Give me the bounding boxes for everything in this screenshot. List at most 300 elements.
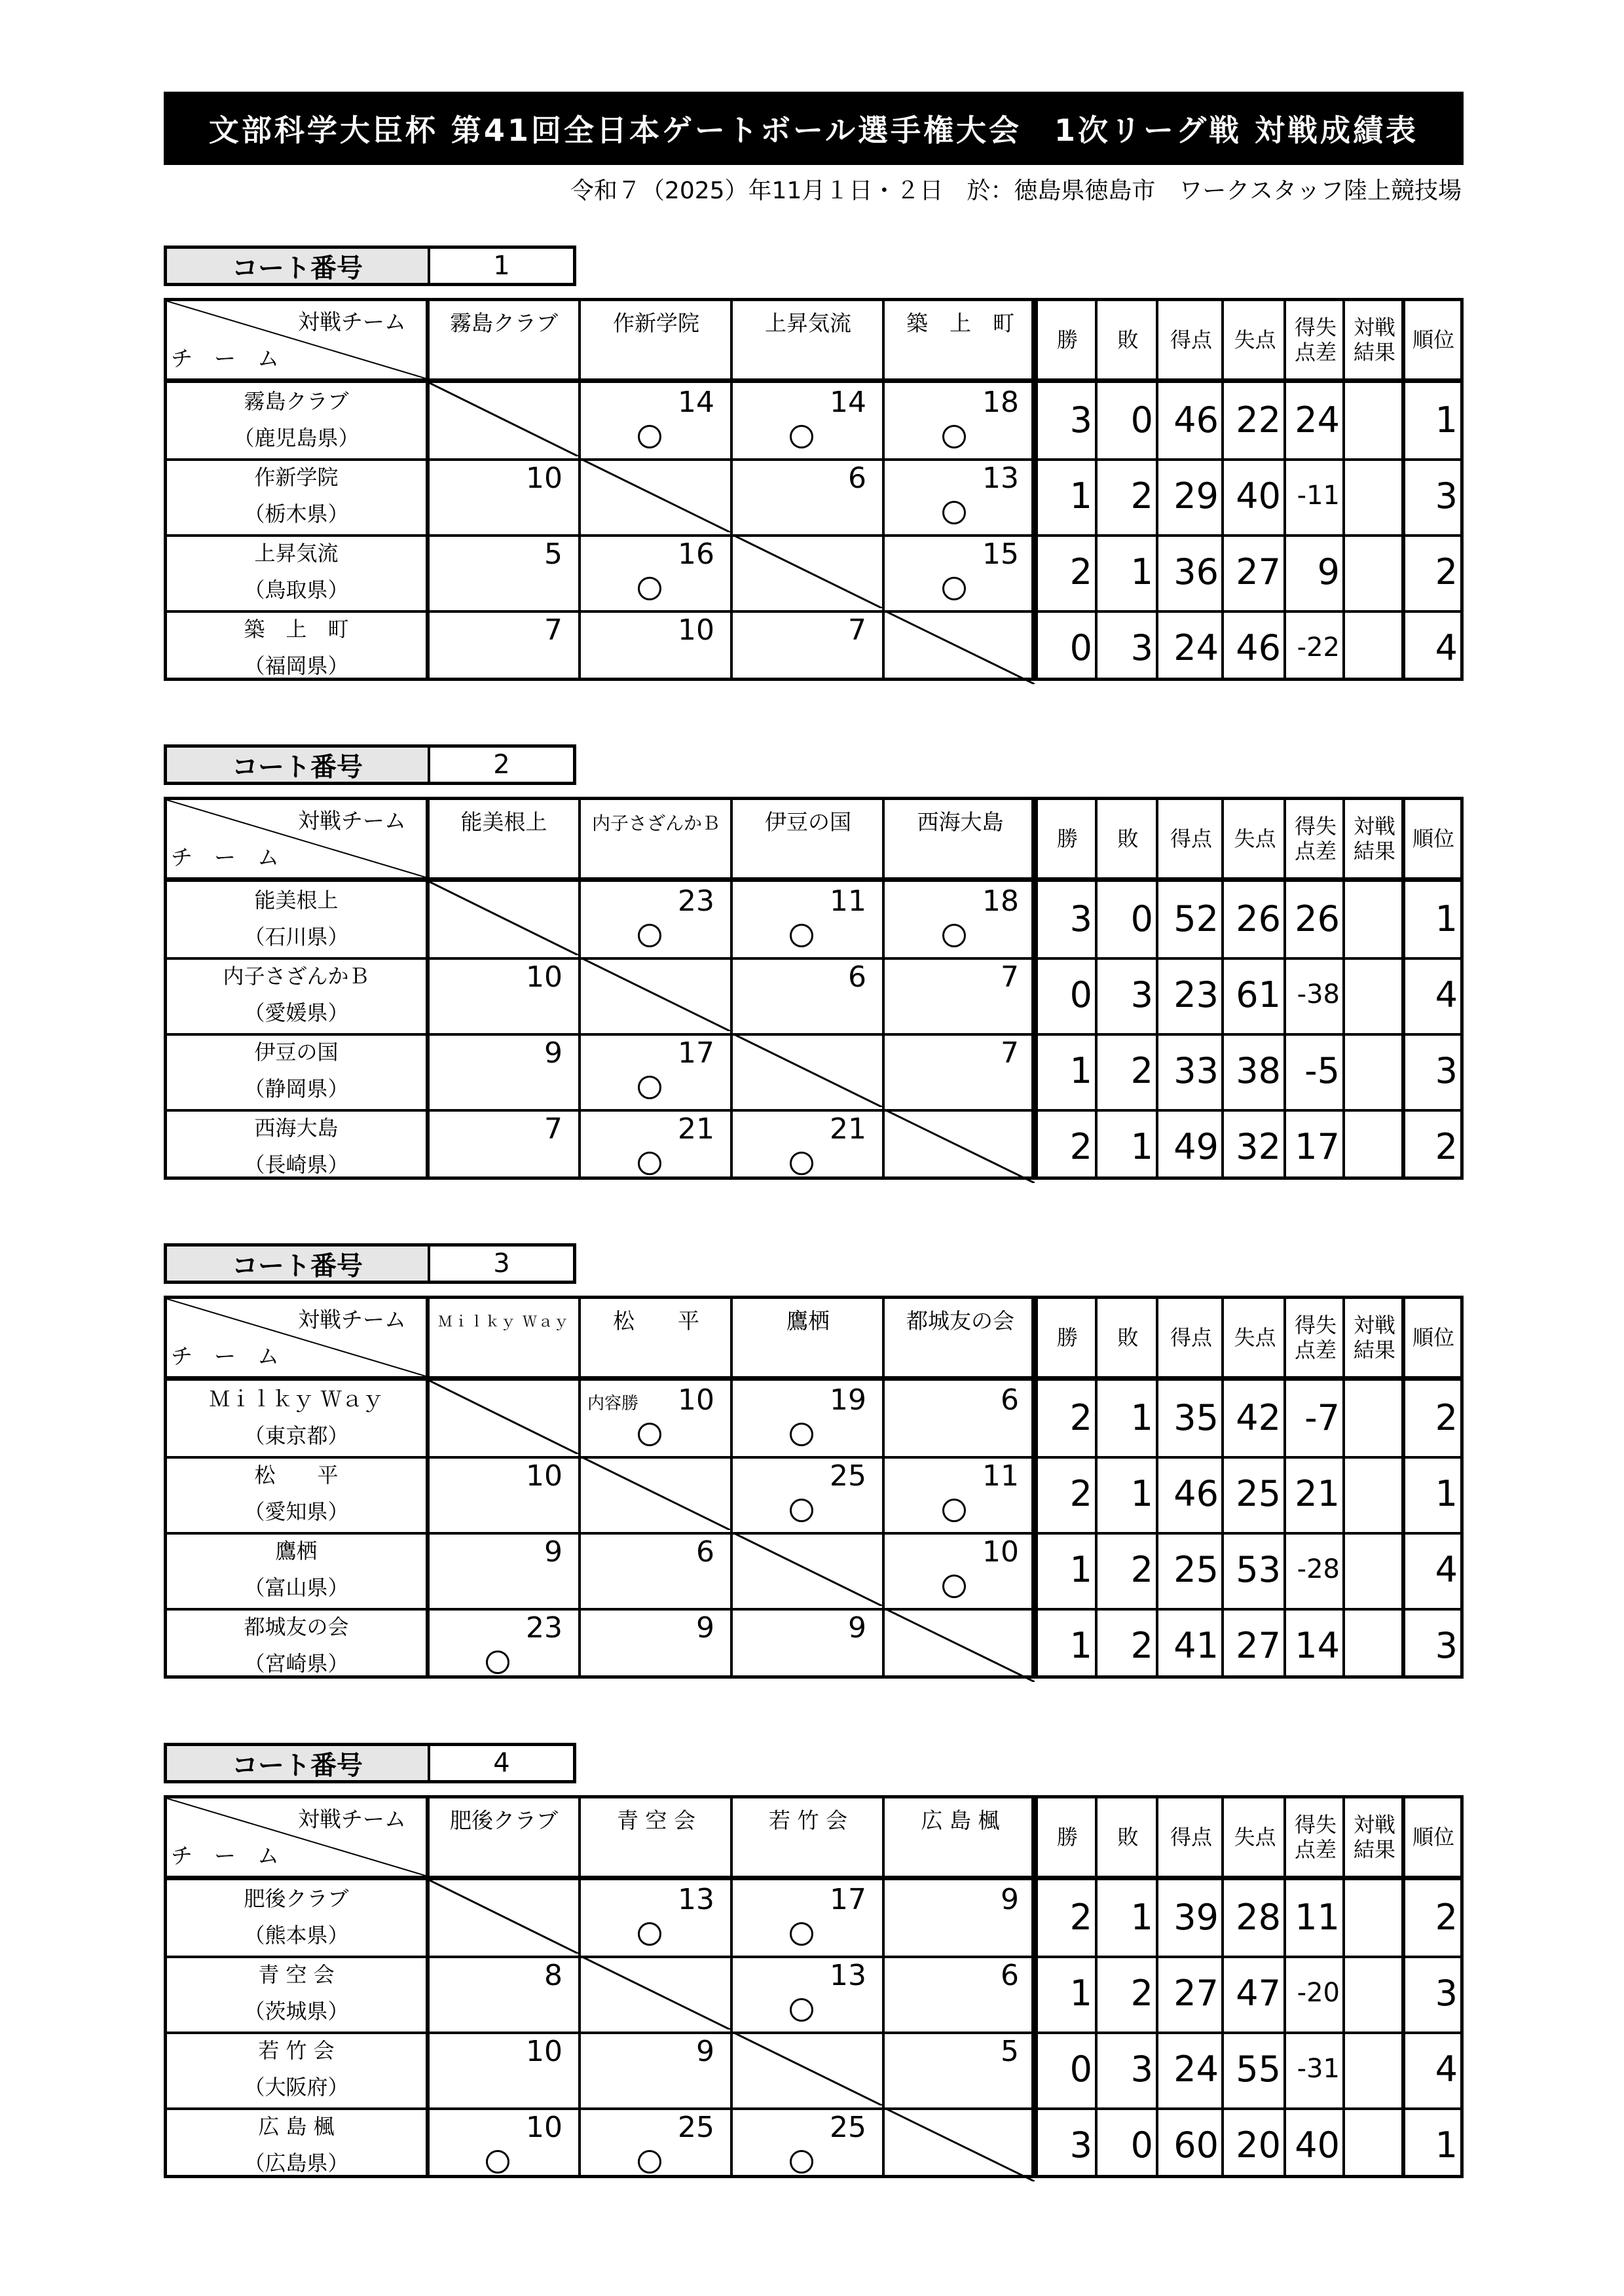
points-against-header-text: 失点 xyxy=(1234,1825,1276,1850)
stat-pa: 22 xyxy=(1236,399,1281,441)
team-prefecture: （愛知県） xyxy=(244,1499,349,1524)
match-result-header-text: 対戦 結果 xyxy=(1353,1313,1395,1362)
stat-rank: 2 xyxy=(1435,1396,1458,1438)
match-score: 14 xyxy=(678,386,714,419)
court-section xyxy=(164,246,1464,684)
stat-rank: 1 xyxy=(1435,399,1458,441)
win-circle-icon xyxy=(638,1076,661,1099)
match-score: 10 xyxy=(526,2035,563,2068)
team-prefecture: （大阪府） xyxy=(244,2075,349,2100)
team-prefecture: （鹿児島県） xyxy=(233,426,360,450)
stat-pa: 28 xyxy=(1236,1896,1281,1938)
team-name: 肥後クラブ xyxy=(244,1886,349,1911)
win-circle-icon xyxy=(638,924,661,947)
match-score: 14 xyxy=(830,386,866,419)
court-number-label: コート番号 xyxy=(167,1247,430,1281)
stat-rank: 3 xyxy=(1435,1972,1458,2014)
opponent-header: 都城友の会 xyxy=(906,1308,1014,1334)
losses-header-text: 敗 xyxy=(1117,1325,1139,1350)
team-name-cell xyxy=(167,1533,426,1606)
event-info: 令和７（2025）年11月１日・２日 於：徳島県徳島市 ワークスタッフ陸上競技場 xyxy=(570,177,1462,204)
wins-header xyxy=(1039,1798,1096,1876)
match-score xyxy=(430,1381,578,1454)
stat-pf: 35 xyxy=(1173,1396,1219,1438)
match-score: 9 xyxy=(1001,1883,1019,1916)
win-circle-icon xyxy=(638,1423,661,1446)
team-name: 霧島クラブ xyxy=(244,389,349,414)
team-name: 西海大島 xyxy=(254,1116,339,1140)
match-score xyxy=(734,2032,882,2105)
stat-l: 1 xyxy=(1130,1896,1153,1938)
stat-pa: 55 xyxy=(1236,2048,1281,2090)
stat-pf: 52 xyxy=(1173,898,1219,939)
stat-pa: 26 xyxy=(1236,898,1281,939)
match-score: 21 xyxy=(678,1112,714,1146)
court-number-box xyxy=(164,744,576,785)
win-circle-icon xyxy=(790,1152,813,1175)
win-circle-icon xyxy=(638,425,661,448)
stat-result xyxy=(1346,459,1403,532)
point-diff-header-text: 得失 点差 xyxy=(1294,814,1337,864)
stat-result xyxy=(1346,882,1403,955)
stat-l: 1 xyxy=(1130,1125,1153,1167)
grid-line xyxy=(730,1299,733,1675)
team-name-cell xyxy=(167,1110,426,1183)
stat-diff: 26 xyxy=(1295,898,1340,939)
match-score: 16 xyxy=(678,538,714,571)
stat-result xyxy=(1346,383,1403,456)
stat-diff: 21 xyxy=(1295,1472,1340,1514)
win-circle-icon xyxy=(486,2150,509,2174)
match-score xyxy=(886,1110,1035,1183)
stat-diff: 17 xyxy=(1295,1125,1340,1167)
stat-w: 3 xyxy=(1069,2124,1092,2166)
opponent-header: 内子さざんかＢ xyxy=(591,812,720,834)
team-name: 伊豆の国 xyxy=(254,1040,339,1065)
match-score xyxy=(734,535,882,608)
stat-pa: 46 xyxy=(1236,627,1281,668)
match-score: 10 xyxy=(678,1383,714,1417)
court-number-value: 1 xyxy=(493,251,510,281)
stat-rank: 4 xyxy=(1435,627,1458,668)
rank-header xyxy=(1405,301,1462,378)
rank-header-text: 順位 xyxy=(1412,826,1454,851)
stat-result xyxy=(1346,535,1403,608)
points-for-header xyxy=(1160,800,1223,877)
losses-header-text: 敗 xyxy=(1117,826,1139,851)
points-for-header-text: 得点 xyxy=(1170,1825,1212,1850)
match-score xyxy=(430,1880,578,1954)
losses-header xyxy=(1099,1798,1157,1876)
stat-pa: 61 xyxy=(1236,974,1281,1015)
team-name-cell xyxy=(167,459,426,532)
stat-result xyxy=(1346,1381,1403,1454)
stat-l: 3 xyxy=(1130,2048,1153,2090)
stat-l: 1 xyxy=(1130,551,1153,592)
stat-diff: -38 xyxy=(1297,979,1340,1010)
match-score: 13 xyxy=(830,1959,866,1992)
match-score: 10 xyxy=(678,613,714,647)
opponent-header: Ｍｉｌｋｙ Ｗａｙ xyxy=(438,1314,570,1330)
match-score: 7 xyxy=(848,613,866,647)
results-table xyxy=(164,1296,1464,1679)
stat-pa: 20 xyxy=(1236,2124,1281,2166)
grid-line xyxy=(730,1798,733,2175)
opponent-header: 霧島クラブ xyxy=(450,310,558,336)
stat-l: 3 xyxy=(1130,974,1153,1015)
point-diff-header xyxy=(1287,800,1344,877)
stat-diff: 9 xyxy=(1317,551,1340,592)
match-score: 8 xyxy=(544,1959,563,1992)
team-name: 築 上 町 xyxy=(244,617,349,642)
team-name-cell xyxy=(167,1956,426,2030)
match-score xyxy=(886,2108,1035,2181)
match-score: 9 xyxy=(696,2035,714,2068)
point-diff-header-text: 得失 点差 xyxy=(1294,1812,1337,1862)
stat-w: 0 xyxy=(1069,974,1092,1015)
match-result-header-text: 対戦 結果 xyxy=(1353,814,1395,864)
team-name-cell xyxy=(167,1457,426,1530)
match-score: 5 xyxy=(544,538,563,571)
results-table xyxy=(164,1795,1464,2178)
stat-l: 0 xyxy=(1130,2124,1153,2166)
match-score: 10 xyxy=(526,1459,563,1493)
team-prefecture: （東京都） xyxy=(244,1423,349,1448)
stat-diff: -28 xyxy=(1297,1554,1340,1584)
stat-diff: 24 xyxy=(1295,399,1340,441)
opponent-header: 肥後クラブ xyxy=(450,1808,558,1833)
wins-header-text: 勝 xyxy=(1056,1325,1078,1350)
stat-l: 2 xyxy=(1130,475,1153,517)
document-title: 文部科学大臣杯 第41回全日本ゲートボール選手権大会 1次リーグ戦 対戦成績表 xyxy=(164,92,1464,165)
win-circle-icon xyxy=(638,1152,661,1175)
win-circle-icon xyxy=(790,2150,813,2174)
match-score: 10 xyxy=(982,1535,1019,1569)
stat-pf: 46 xyxy=(1173,1472,1219,1514)
win-circle-icon xyxy=(638,1922,661,1946)
stat-w: 2 xyxy=(1069,1472,1092,1514)
team-prefecture: （鳥取県） xyxy=(244,577,349,602)
match-score: 25 xyxy=(830,1459,866,1493)
opponent-header: 松 平 xyxy=(613,1308,699,1334)
match-result-header xyxy=(1346,301,1403,378)
points-for-header-text: 得点 xyxy=(1170,826,1212,851)
win-circle-icon xyxy=(942,577,966,600)
score-note: 内容勝 xyxy=(587,1394,639,1413)
stat-diff: -5 xyxy=(1304,1049,1340,1091)
header-corner-team-label: チ ー ム xyxy=(171,1343,279,1369)
header-corner-team-label: チ ー ム xyxy=(171,1843,279,1868)
points-against-header xyxy=(1225,800,1285,877)
stat-diff: -22 xyxy=(1297,632,1340,663)
stat-rank: 2 xyxy=(1435,1125,1458,1167)
match-score: 10 xyxy=(526,462,563,495)
team-name-cell xyxy=(167,1381,426,1454)
match-result-header xyxy=(1346,800,1403,877)
match-score: 11 xyxy=(830,884,866,918)
stat-rank: 1 xyxy=(1435,898,1458,939)
match-score: 6 xyxy=(848,960,866,994)
win-circle-icon xyxy=(790,924,813,947)
win-circle-icon xyxy=(790,1423,813,1446)
win-circle-icon xyxy=(790,1922,813,1946)
team-name-cell xyxy=(167,1609,426,1682)
opponent-header: 上昇気流 xyxy=(765,310,851,336)
match-score: 25 xyxy=(830,2111,866,2144)
opponent-header: 若 竹 会 xyxy=(769,1808,847,1833)
stat-l: 1 xyxy=(1130,1472,1153,1514)
court-number-box xyxy=(164,1243,576,1284)
stat-pf: 23 xyxy=(1173,974,1219,1015)
match-score: 9 xyxy=(848,1611,866,1645)
team-name-cell xyxy=(167,383,426,456)
stat-l: 0 xyxy=(1130,399,1153,441)
losses-header xyxy=(1099,1299,1157,1376)
stat-pa: 47 xyxy=(1236,1972,1281,2014)
wins-header xyxy=(1039,800,1096,877)
opponent-header: 鷹栖 xyxy=(786,1308,830,1334)
match-score xyxy=(734,1533,882,1606)
match-score: 7 xyxy=(1001,1036,1019,1070)
stat-pf: 33 xyxy=(1173,1049,1219,1091)
team-name: 若 竹 会 xyxy=(258,2038,335,2063)
grid-line xyxy=(730,301,733,678)
team-prefecture: （富山県） xyxy=(244,1575,349,1600)
stat-pa: 25 xyxy=(1236,1472,1281,1514)
match-score: 5 xyxy=(1001,2035,1019,2068)
team-prefecture: （静岡県） xyxy=(244,1076,349,1101)
team-name: 都城友の会 xyxy=(244,1614,349,1639)
court-number-value: 4 xyxy=(493,1748,510,1778)
stat-pf: 60 xyxy=(1173,2124,1219,2166)
team-prefecture: （宮崎県） xyxy=(244,1651,349,1676)
match-score xyxy=(582,1956,730,2030)
stat-pf: 25 xyxy=(1173,1548,1219,1590)
court-section xyxy=(164,1743,1464,2181)
match-score xyxy=(886,1609,1035,1682)
match-score: 18 xyxy=(982,386,1019,419)
point-diff-header xyxy=(1287,301,1344,378)
stat-w: 1 xyxy=(1069,1624,1092,1666)
stat-rank: 3 xyxy=(1435,475,1458,517)
stat-w: 1 xyxy=(1069,1548,1092,1590)
stat-pf: 29 xyxy=(1173,475,1219,517)
win-circle-icon xyxy=(942,501,966,524)
point-diff-header-text: 得失 点差 xyxy=(1294,315,1337,365)
stat-result xyxy=(1346,611,1403,684)
team-name: 作新学院 xyxy=(254,465,339,490)
stat-pf: 24 xyxy=(1173,2048,1219,2090)
match-score: 19 xyxy=(830,1383,866,1417)
wins-header-text: 勝 xyxy=(1056,327,1078,352)
grid-line xyxy=(167,877,1460,882)
rank-header-text: 順位 xyxy=(1412,1325,1454,1350)
rank-header-text: 順位 xyxy=(1412,327,1454,352)
stat-w: 3 xyxy=(1069,399,1092,441)
court-number-label: コート番号 xyxy=(167,1746,430,1780)
stat-l: 1 xyxy=(1130,1396,1153,1438)
match-score: 23 xyxy=(526,1611,563,1645)
rank-header-text: 順位 xyxy=(1412,1825,1454,1850)
match-score xyxy=(582,459,730,532)
stat-w: 2 xyxy=(1069,1396,1092,1438)
match-score: 6 xyxy=(1001,1383,1019,1417)
court-section xyxy=(164,1243,1464,1682)
stat-pa: 27 xyxy=(1236,1624,1281,1666)
team-name-cell xyxy=(167,958,426,1031)
stat-pf: 41 xyxy=(1173,1624,1219,1666)
stat-rank: 4 xyxy=(1435,1548,1458,1590)
points-against-header xyxy=(1225,1299,1285,1376)
match-result-header xyxy=(1346,1798,1403,1876)
stat-pa: 42 xyxy=(1236,1396,1281,1438)
opponent-header: 能美根上 xyxy=(460,809,547,835)
court-number-label: コート番号 xyxy=(167,249,430,283)
stat-diff: -31 xyxy=(1297,2054,1340,2084)
stat-pa: 27 xyxy=(1236,551,1281,592)
header-corner-opponent-label: 対戦チーム xyxy=(298,309,406,335)
header-corner-team-label: チ ー ム xyxy=(171,346,279,371)
win-circle-icon xyxy=(486,1650,509,1674)
match-score: 7 xyxy=(544,1112,563,1146)
win-circle-icon xyxy=(942,1499,966,1522)
stat-result xyxy=(1346,1609,1403,1682)
losses-header xyxy=(1099,301,1157,378)
points-against-header xyxy=(1225,301,1285,378)
rank-header xyxy=(1405,800,1462,877)
stat-l: 2 xyxy=(1130,1624,1153,1666)
team-name-cell xyxy=(167,535,426,608)
points-for-header xyxy=(1160,1299,1223,1376)
team-name-cell xyxy=(167,611,426,684)
match-score: 7 xyxy=(544,613,563,647)
win-circle-icon xyxy=(942,1575,966,1598)
points-for-header xyxy=(1160,1798,1223,1876)
match-score xyxy=(734,1034,882,1107)
match-score: 10 xyxy=(526,960,563,994)
stat-diff: -20 xyxy=(1297,1978,1340,2008)
win-circle-icon xyxy=(638,577,661,600)
stat-w: 2 xyxy=(1069,1896,1092,1938)
team-name-cell xyxy=(167,1034,426,1107)
court-number-value: 2 xyxy=(493,750,510,780)
match-score: 18 xyxy=(982,884,1019,918)
stat-pf: 49 xyxy=(1173,1125,1219,1167)
wins-header xyxy=(1039,1299,1096,1376)
grid-line xyxy=(167,378,1460,383)
stat-result xyxy=(1346,1533,1403,1606)
stat-w: 1 xyxy=(1069,1049,1092,1091)
stat-pa: 38 xyxy=(1236,1049,1281,1091)
team-name-cell xyxy=(167,2108,426,2181)
team-prefecture: （広島県） xyxy=(244,2151,349,2176)
points-against-header-text: 失点 xyxy=(1234,826,1276,851)
team-name-cell xyxy=(167,1880,426,1954)
team-name: 広 島 楓 xyxy=(258,2114,335,2139)
match-score xyxy=(582,1457,730,1530)
stat-rank: 1 xyxy=(1435,2124,1458,2166)
rank-header xyxy=(1405,1299,1462,1376)
match-score: 17 xyxy=(830,1883,866,1916)
stat-result xyxy=(1346,1956,1403,2030)
wins-header-text: 勝 xyxy=(1056,826,1078,851)
team-name: 内子さざんかＢ xyxy=(223,964,370,989)
match-score: 6 xyxy=(696,1535,714,1569)
stat-w: 2 xyxy=(1069,551,1092,592)
grid-line xyxy=(730,800,733,1176)
stat-pa: 40 xyxy=(1236,475,1281,517)
match-result-header-text: 対戦 結果 xyxy=(1353,1812,1395,1862)
points-against-header-text: 失点 xyxy=(1234,1325,1276,1350)
team-prefecture: （熊本県） xyxy=(244,1923,349,1948)
match-score: 11 xyxy=(982,1459,1019,1493)
match-score xyxy=(430,882,578,955)
results-table xyxy=(164,797,1464,1180)
match-score: 13 xyxy=(982,462,1019,495)
stat-w: 0 xyxy=(1069,2048,1092,2090)
stat-l: 3 xyxy=(1130,627,1153,668)
match-score: 10 xyxy=(526,2111,563,2144)
stat-rank: 3 xyxy=(1435,1624,1458,1666)
header-corner-opponent-label: 対戦チーム xyxy=(298,1307,406,1332)
team-name: 能美根上 xyxy=(254,888,339,913)
match-score: 23 xyxy=(678,884,714,918)
team-prefecture: （茨城県） xyxy=(244,1999,349,2024)
opponent-header: 伊豆の国 xyxy=(765,809,851,835)
header-corner-opponent-label: 対戦チーム xyxy=(298,808,406,833)
match-score: 7 xyxy=(1001,960,1019,994)
point-diff-header xyxy=(1287,1798,1344,1876)
team-name-cell xyxy=(167,2032,426,2105)
match-score: 9 xyxy=(696,1611,714,1645)
stat-w: 2 xyxy=(1069,1125,1092,1167)
team-name: 青 空 会 xyxy=(258,1962,335,1987)
team-prefecture: （長崎県） xyxy=(244,1152,349,1177)
stat-w: 3 xyxy=(1069,898,1092,939)
losses-header-text: 敗 xyxy=(1117,1825,1139,1850)
match-result-header xyxy=(1346,1299,1403,1376)
stat-diff: -11 xyxy=(1297,481,1340,511)
points-for-header-text: 得点 xyxy=(1170,1325,1212,1350)
points-for-header xyxy=(1160,301,1223,378)
win-circle-icon xyxy=(790,1499,813,1522)
win-circle-icon xyxy=(638,2150,661,2174)
stat-result xyxy=(1346,1457,1403,1530)
points-against-header xyxy=(1225,1798,1285,1876)
match-score: 13 xyxy=(678,1883,714,1916)
stat-pf: 36 xyxy=(1173,551,1219,592)
match-score: 15 xyxy=(982,538,1019,571)
match-score: 6 xyxy=(1001,1959,1019,1992)
team-name-cell xyxy=(167,882,426,955)
team-name: 松 平 xyxy=(254,1463,339,1487)
stat-pa: 32 xyxy=(1236,1125,1281,1167)
stat-rank: 4 xyxy=(1435,974,1458,1015)
stat-result xyxy=(1346,2108,1403,2181)
stat-l: 0 xyxy=(1130,898,1153,939)
rank-header xyxy=(1405,1798,1462,1876)
match-score xyxy=(886,611,1035,684)
stat-rank: 2 xyxy=(1435,1896,1458,1938)
match-score: 9 xyxy=(544,1036,563,1070)
point-diff-header xyxy=(1287,1299,1344,1376)
stat-rank: 2 xyxy=(1435,551,1458,592)
match-score: 21 xyxy=(830,1112,866,1146)
win-circle-icon xyxy=(790,425,813,448)
team-name: 鷹栖 xyxy=(275,1539,318,1563)
opponent-header: 築 上 町 xyxy=(906,310,1014,336)
grid-line xyxy=(167,1876,1460,1880)
